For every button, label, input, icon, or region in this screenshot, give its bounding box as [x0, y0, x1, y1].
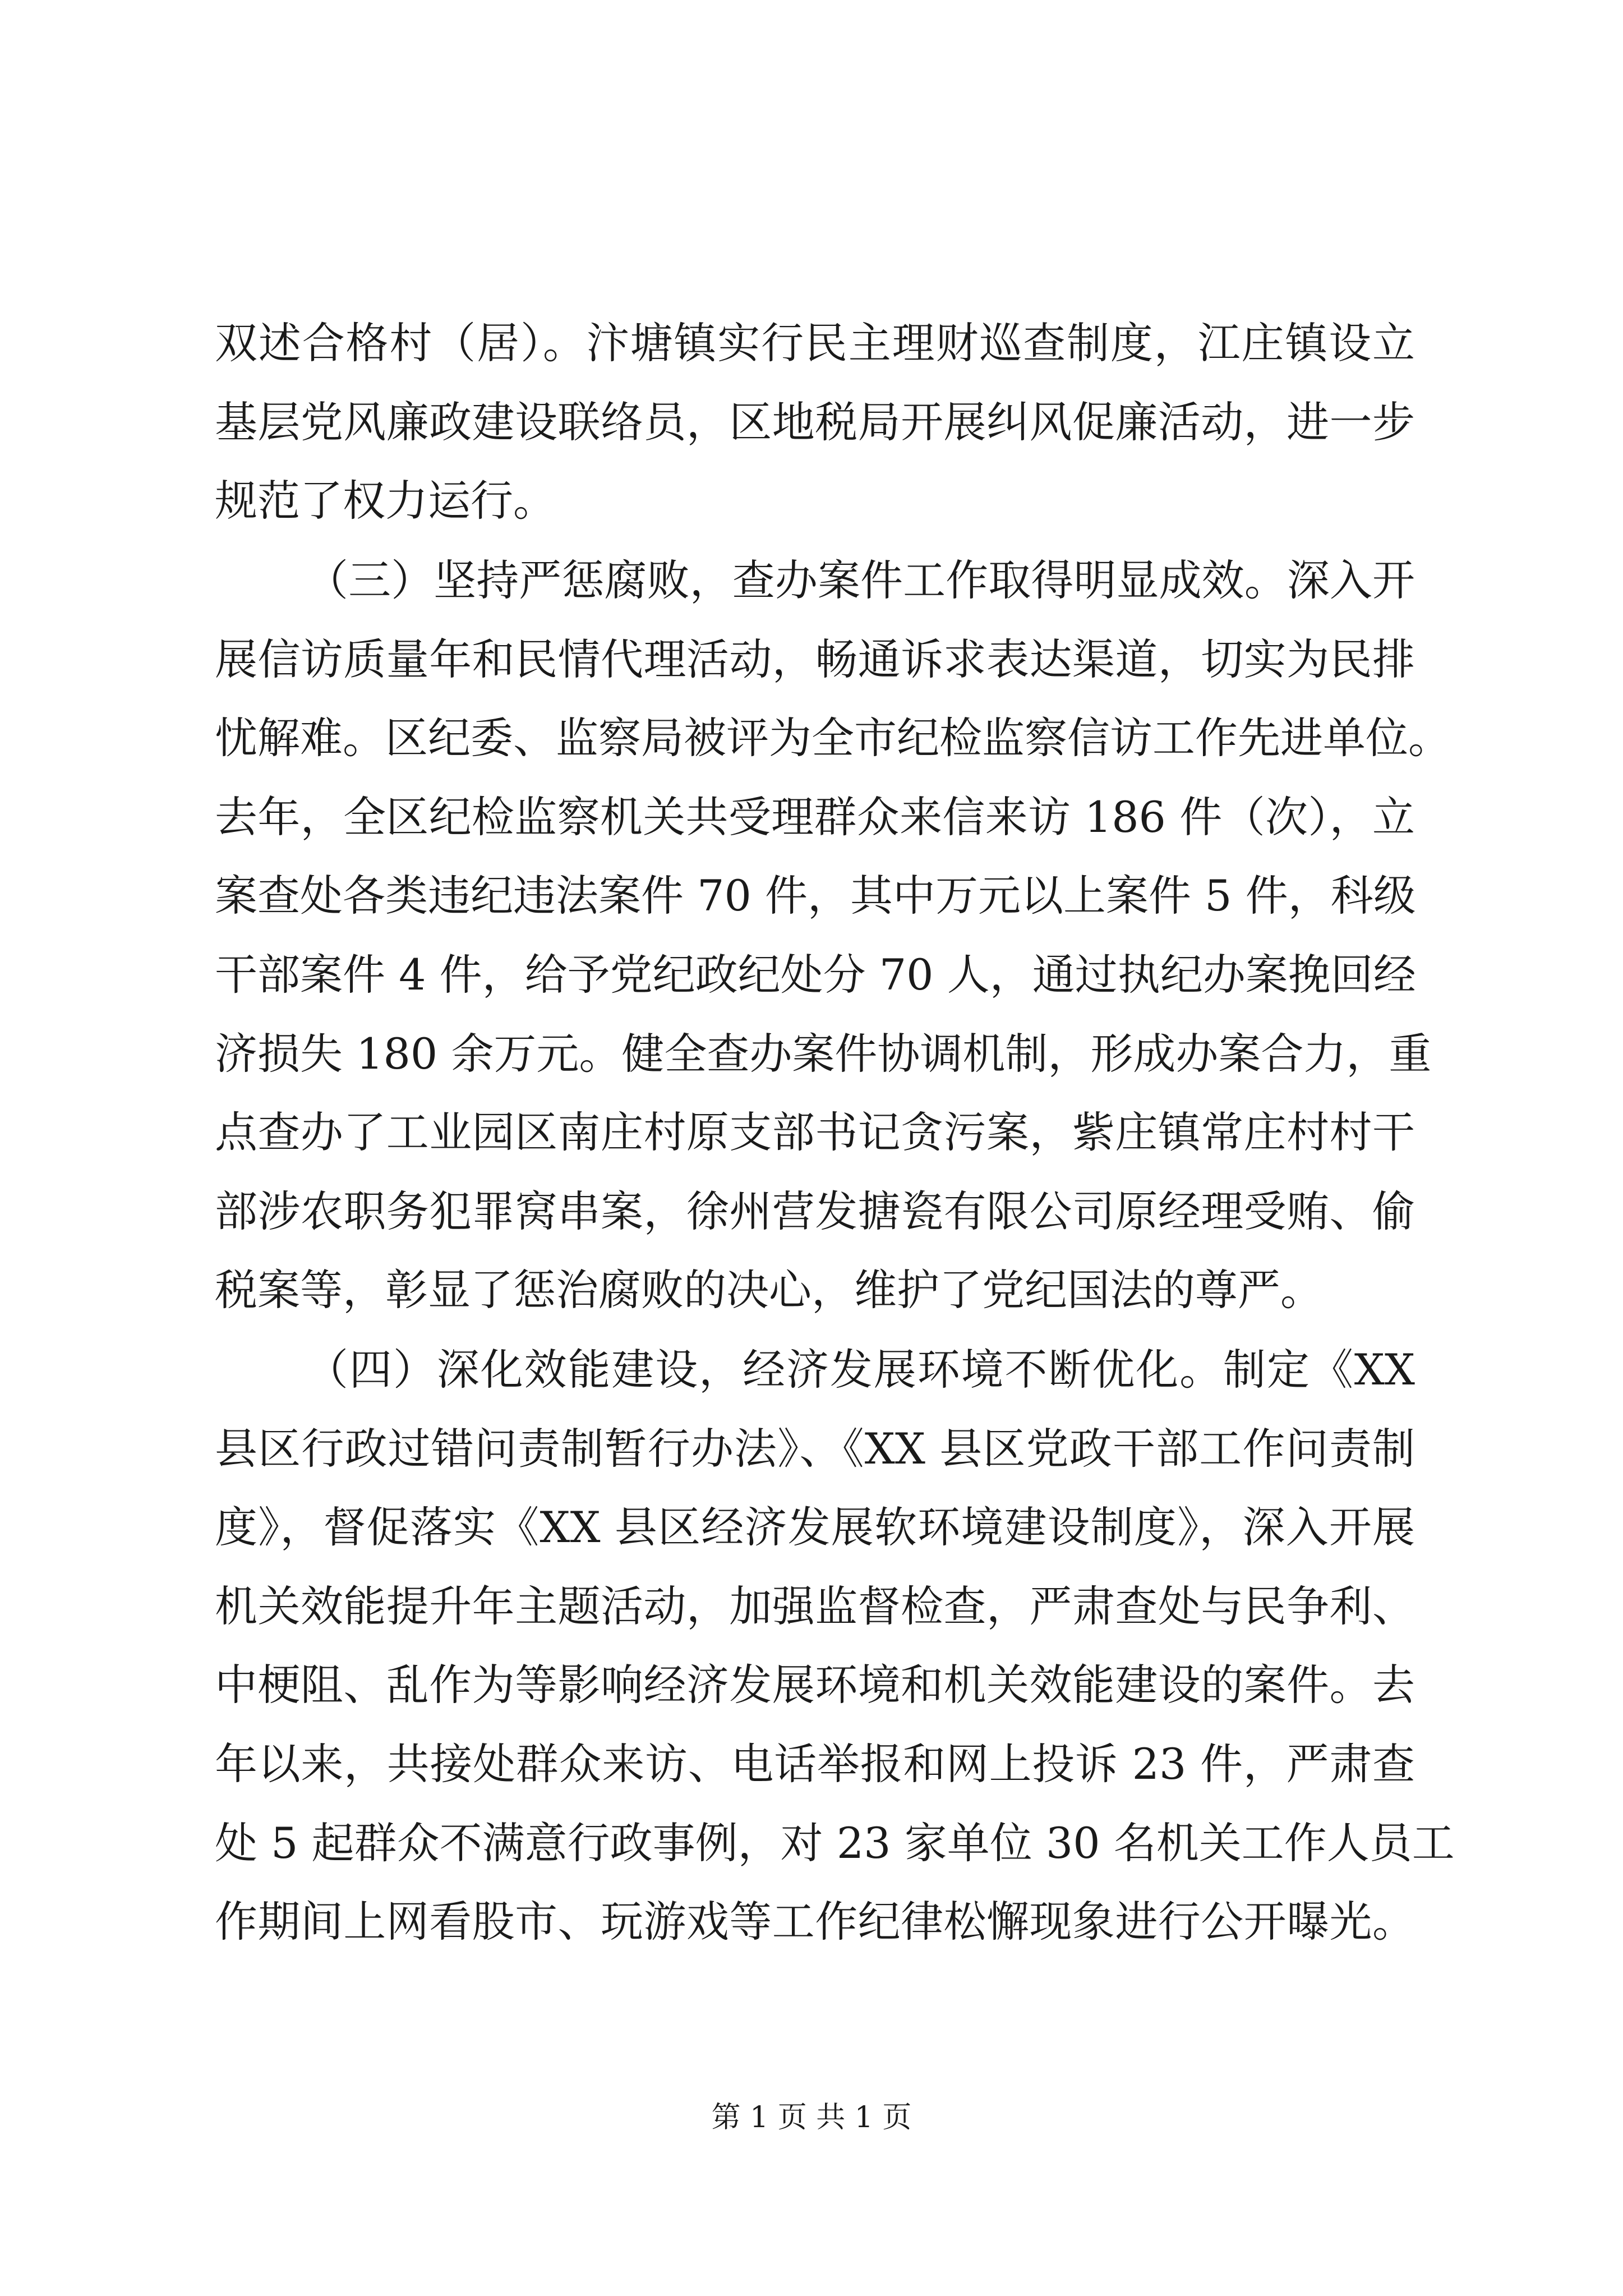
page-footer: 第 1 页 共 1 页	[711, 2101, 912, 2134]
paragraph-line: 去年，全区纪检监察机关共受理群众来信来访 186 件（次），立	[215, 792, 1415, 842]
paragraph-line: （三）坚持严惩腐败，查办案件工作取得明显成效。深入开	[306, 555, 1415, 605]
paragraph-line: 忧解难。区纪委、监察局被评为全市纪检监察信访工作先进单位。	[215, 713, 1451, 763]
paragraph-line: 县区行政过错问责制暂行办法》、《XX 县区党政干部工作问责制	[215, 1424, 1415, 1474]
paragraph-line: 基层党风廉政建设联络员，区地税局开展纠风促廉活动，进一步	[215, 397, 1415, 447]
paragraph-line: 年以来，共接处群众来访、电话举报和网上投诉 23 件，严肃查	[215, 1739, 1415, 1789]
paragraph-line: 济损失 180 余万元。健全查办案件协调机制，形成办案合力，重	[215, 1029, 1432, 1079]
paragraph-line: 案查处各类违纪违法案件 70 件，其中万元以上案件 5 件，科级	[215, 871, 1416, 921]
paragraph-line: 处 5 起群众不满意行政事例，对 23 家单位 30 名机关工作人员工	[215, 1818, 1455, 1868]
paragraph-line: （四）深化效能建设，经济发展环境不断优化。制定《XX	[306, 1345, 1415, 1395]
paragraph-line: 度》，督促落实《XX 县区经济发展软环境建设制度》，深入开展	[215, 1502, 1415, 1552]
paragraph-line: 作期间上网看股市、玩游戏等工作纪律松懈现象进行公开曝光。	[215, 1897, 1415, 1947]
paragraph-line: 点查办了工业园区南庄村原支部书记贪污案，紫庄镇常庄村村干	[215, 1107, 1415, 1157]
paragraph-line: 中梗阻、乱作为等影响经济发展环境和机关效能建设的案件。去	[215, 1660, 1415, 1710]
paragraph-line: 展信访质量年和民情代理活动，畅通诉求表达渠道，切实为民排	[215, 634, 1415, 684]
paragraph-line: 税案等，彰显了惩治腐败的决心，维护了党纪国法的尊严。	[215, 1265, 1323, 1315]
paragraph-line: 规范了权力运行。	[215, 476, 556, 526]
paragraph-line: 部涉农职务犯罪窝串案，徐州营发搪瓷有限公司原经理受贿、偷	[215, 1186, 1415, 1236]
paragraph-line: 干部案件 4 件，给予党纪政纪处分 70 人，通过执纪办案挽回经	[215, 950, 1416, 1000]
paragraph-line: 双述合格村（居）。汴塘镇实行民主理财巡查制度，江庄镇设立	[215, 318, 1415, 368]
paragraph-line: 机关效能提升年主题活动，加强监督检查，严肃查处与民争利、	[215, 1581, 1415, 1631]
